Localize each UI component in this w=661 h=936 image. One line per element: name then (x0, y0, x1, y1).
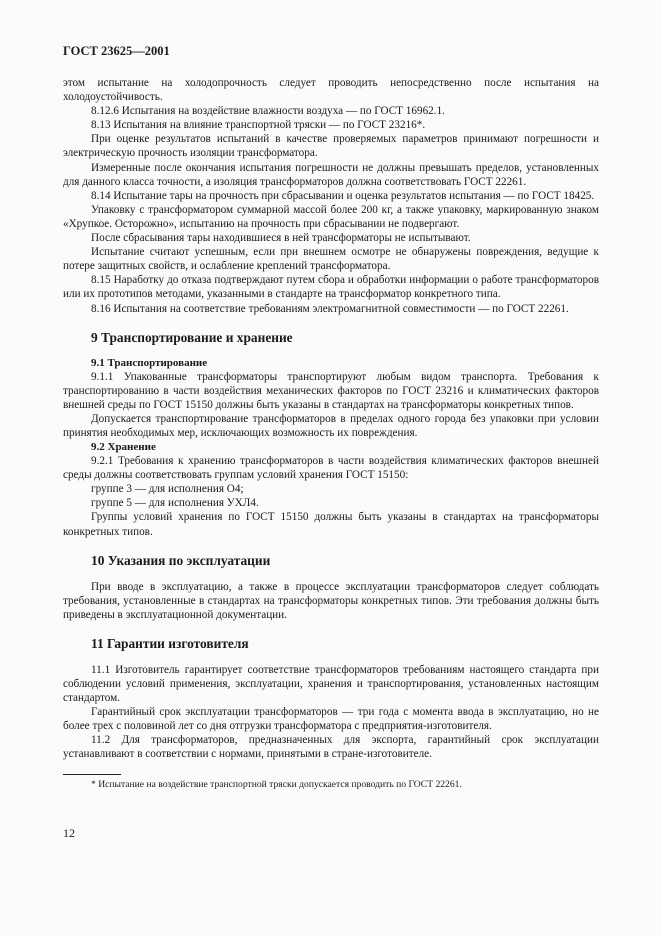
paragraph: 11.2 Для трансформаторов, предназначенных для экспорта, гарантийный срок эксплуатации устанавливают в соответствии с нормами, принятыми в стране-изготовителе. (63, 734, 599, 761)
page-number: 12 (63, 826, 75, 840)
paragraph: Испытание считают успешным, если при внешнем осмотре не обнаружены повреждения, ведущие к потере защитных свойств, и ослабление креплений трансформатора. (63, 246, 599, 273)
paragraph: 11.1 Изготовитель гарантирует соответствие трансформаторов требованиям настоящего стандарта при соблюдении условий применения, эксплуатации, хранения и транспортирования, установленных настоящим стандартом. (63, 663, 599, 705)
paragraph: После сбрасывания тары находившиеся в ней трансформаторы не испытывают. (91, 232, 471, 245)
section-heading: 10 Указания по эксплуатации (91, 552, 271, 568)
footnote-divider (63, 774, 121, 775)
section-heading: 11 Гарантии изготовителя (91, 635, 249, 651)
paragraph: При оценке результатов испытаний в качестве проверяемых параметров принимают погрешности и электрическую прочность изоляции трансформатора. (63, 133, 599, 160)
paragraph: этом испытание на холодопрочность следует проводить непосредственно после испытания на холодоустойчивость. (63, 77, 599, 104)
paragraph: Группы условий хранения по ГОСТ 15150 должны быть указаны в стандартах на трансформаторы конкретных типов. (63, 511, 599, 538)
paragraph: Упаковку с трансформатором суммарной массой более 200 кг, а также упаковку, маркированную знаком «Хрупкое. Осторожно», испытанию на прочность при сбрасывании не подвергают. (63, 203, 599, 230)
paragraph: 8.14 Испытание тары на прочность при сбрасывании и оценка результатов испытания — по ГОСТ 18425. (91, 189, 595, 202)
document-page (63, 44, 599, 791)
paragraph: 9.2.1 Требования к хранению трансформаторов в части воздействия климатических факторов внешней среды должны соответствовать группам условий хранения ГОСТ 15150: (63, 455, 599, 482)
paragraph: Допускается транспортирование трансформаторов в пределах одного города без упаковки при условии принятия необходимых мер, исключающих возможность их повреждения. (63, 413, 599, 440)
footnote: * Испытание на воздействие транспортной тряски допускается проводить по ГОСТ 22261. (91, 778, 462, 790)
page-header: ГОСТ 23625—2001 (63, 44, 170, 58)
paragraph: 8.12.6 Испытания на воздействие влажности воздуха — по ГОСТ 16962.1. (91, 105, 445, 118)
list-item: группе 3 — для исполнения О4; (91, 483, 244, 496)
paragraph: 8.15 Наработку до отказа подтверждают путем сбора и обработки информации о работе трансформаторов или их прототипов методами, указанными в стандарте на трансформатор конкретного типа. (63, 274, 599, 301)
paragraph: 9.1.1 Упакованные трансформаторы транспортируют любым видом транспорта. Требования к транспортированию в части воздействия механических факторов по ГОСТ 23216 и климатических факторов внешней среды по ГОСТ 15150 должны быть указаны в стандартах на трансформаторы конкретных типов. (63, 371, 599, 412)
paragraph: При вводе в эксплуатацию, а также в процессе эксплуатации трансформаторов следует соблюдать требования, установленные в стандартах на трансформаторы конкретных типов. Эти требования должны быть приведены в эксплуатационной документации. (63, 580, 599, 621)
subsection-heading: 9.2 Хранение (91, 440, 156, 453)
paragraph: Гарантийный срок эксплуатации трансформаторов — три года с момента ввода в эксплуатацию, но не более трех с половиной лет со дня отгрузки трансформатора с предприятия-изготовителя. (63, 706, 599, 733)
subsection-heading: 9.1 Транспортирование (91, 356, 208, 369)
section-heading: 9 Транспортирование и хранение (91, 329, 293, 345)
paragraph: 8.13 Испытания на влияние транспортной тряски — по ГОСТ 23216*. (91, 119, 426, 132)
paragraph: Измеренные после окончания испытания погрешности не должны превышать пределов, установленных для данного класса точности, а изоляция трансформаторов должна соответствовать ГОСТ 22261. (63, 161, 599, 188)
paragraph: 8.16 Испытания на соответствие требованиям электромагнитной совместимости — по ГОСТ 22261. (91, 302, 569, 315)
list-item: группе 5 — для исполнения УХЛ4. (91, 497, 259, 510)
